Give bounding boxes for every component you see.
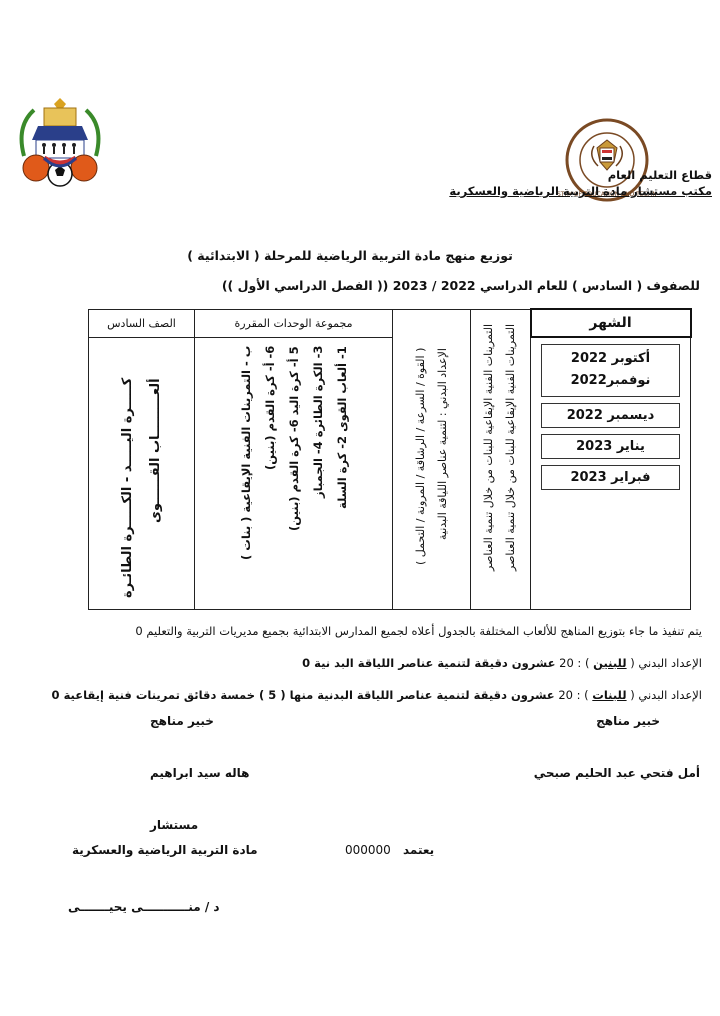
unit-line: 6- أ- كرة القدم (بنين) [262, 345, 277, 470]
grade-line: ألعـــــــــاب القــــــوى [147, 377, 163, 523]
fitness-column [393, 309, 471, 610]
note-boys-mid: ) : 20 [559, 656, 590, 670]
svg-text:MINISTRY OF EDUCATION AND TECH: STRY OF EDUCATION AND TECHN [558, 191, 656, 198]
months-cell [531, 337, 691, 610]
consultant-title: مستشار [150, 818, 199, 832]
left-expert-name: هاله سيد ابراهيم [150, 766, 250, 780]
left-expert-title: خبير مناهج [150, 714, 214, 728]
note-boys-label: للبنين [593, 656, 627, 670]
unit-line: 5 أ- كرة اليد 6- كرة القدم (بنين) [286, 345, 301, 531]
curriculum-table [88, 308, 692, 610]
month-item: أكتوبر 2022 [570, 351, 651, 366]
approval-code: 000000 [345, 843, 391, 857]
month-item: فبراير 2023 [541, 465, 680, 490]
approval [345, 843, 434, 857]
unit-line: 3- الكرة الطائرة 4- الجمباز [310, 345, 325, 498]
note-boys-text: عشرون دقيقة لتنمية عناصر اللياقة البد نية 0 [302, 656, 556, 670]
note-girls-mid: ) : 20 [558, 688, 589, 702]
rhythmic-line-1: التمرينات الفنية الإيقاعية للبنات من خلال تنمية العناصر [504, 323, 518, 571]
note-girls [12, 688, 702, 702]
right-expert-name: أمل فتحي عبد الحليم صبحي [533, 766, 700, 780]
month-item: نوفمبر2022 [570, 373, 651, 388]
grade-column-header: الصف السادس [89, 309, 195, 337]
office-name: مكتب مستشار مادة التربية الرياضية والعسكرية [449, 184, 712, 198]
month-oct-nov [541, 344, 680, 397]
sport-emblem-logo [14, 96, 106, 192]
units-cell [195, 337, 393, 610]
fitness-line-1: الإعداد البدني : لتنمية عناصر اللياقة البدنية [435, 347, 449, 540]
note-boys [12, 656, 702, 670]
document-subtitle: للصفوف ( السادس ) للعام الدراسي 2022 / 2023 (( الفصل الدراسي الأول )) [221, 278, 700, 293]
ministry-header [392, 167, 712, 199]
month-item: ديسمبر 2022 [541, 403, 680, 428]
document-title: توزيع منهج مادة التربية الرياضية للمرحلة ( الابتدائية ) [187, 248, 513, 263]
note-girls-label: للبنات [592, 688, 627, 702]
grade-cell [89, 337, 195, 610]
note-girls-text: عشرون دقيقة لتنمية عناصر اللياقة البدنية منها ( 5 ) خمسة دقائق تمرينات فنية إيقاعية 0 [51, 688, 555, 702]
consultant-name: د / منـــــــــــى يحيـــــــى [68, 900, 220, 914]
sector-name: قطاع التعليم العام [607, 168, 712, 182]
note-boys-prefix: الإعداد البدني ( [630, 656, 702, 670]
rhythmic-column [471, 309, 531, 610]
units-column-header: مجموعة الوحدات المقررة [195, 309, 393, 337]
rhythmic-line-2: التمرينات الفنية الإيقاعية للبنات من خلال تنمية العناصر [482, 323, 496, 571]
note-distribution: يتم تنفيذ ما جاء بتوزيع المناهج للألعاب المختلفة بالجدول أعلاه لجميع المدارس الابتدائية بجميع مديريات التربية والتعليم 0 [135, 624, 702, 638]
unit-line: ب - التمرينات الفنية الإيقاعية ( بنات ) [238, 345, 253, 560]
consultant-subject: مادة التربية الرياضية والعسكرية [72, 843, 258, 857]
month-column-header: الشهر [531, 309, 691, 337]
grade-line: كـــــرة اليـــــد - الكـــــرة الطائـرة [119, 377, 135, 598]
fitness-line-2: ( القوة / السرعة / الرشاقة / المرونة / التحمل ) [413, 347, 427, 565]
approval-label: يعتمد [403, 843, 435, 857]
note-girls-prefix: الإعداد البدني ( [630, 688, 702, 702]
unit-line: 1- ألعاب القوى 2- كرة السلة [334, 345, 349, 509]
month-item: يناير 2023 [541, 434, 680, 459]
right-expert-title: خبير مناهج [596, 714, 660, 728]
